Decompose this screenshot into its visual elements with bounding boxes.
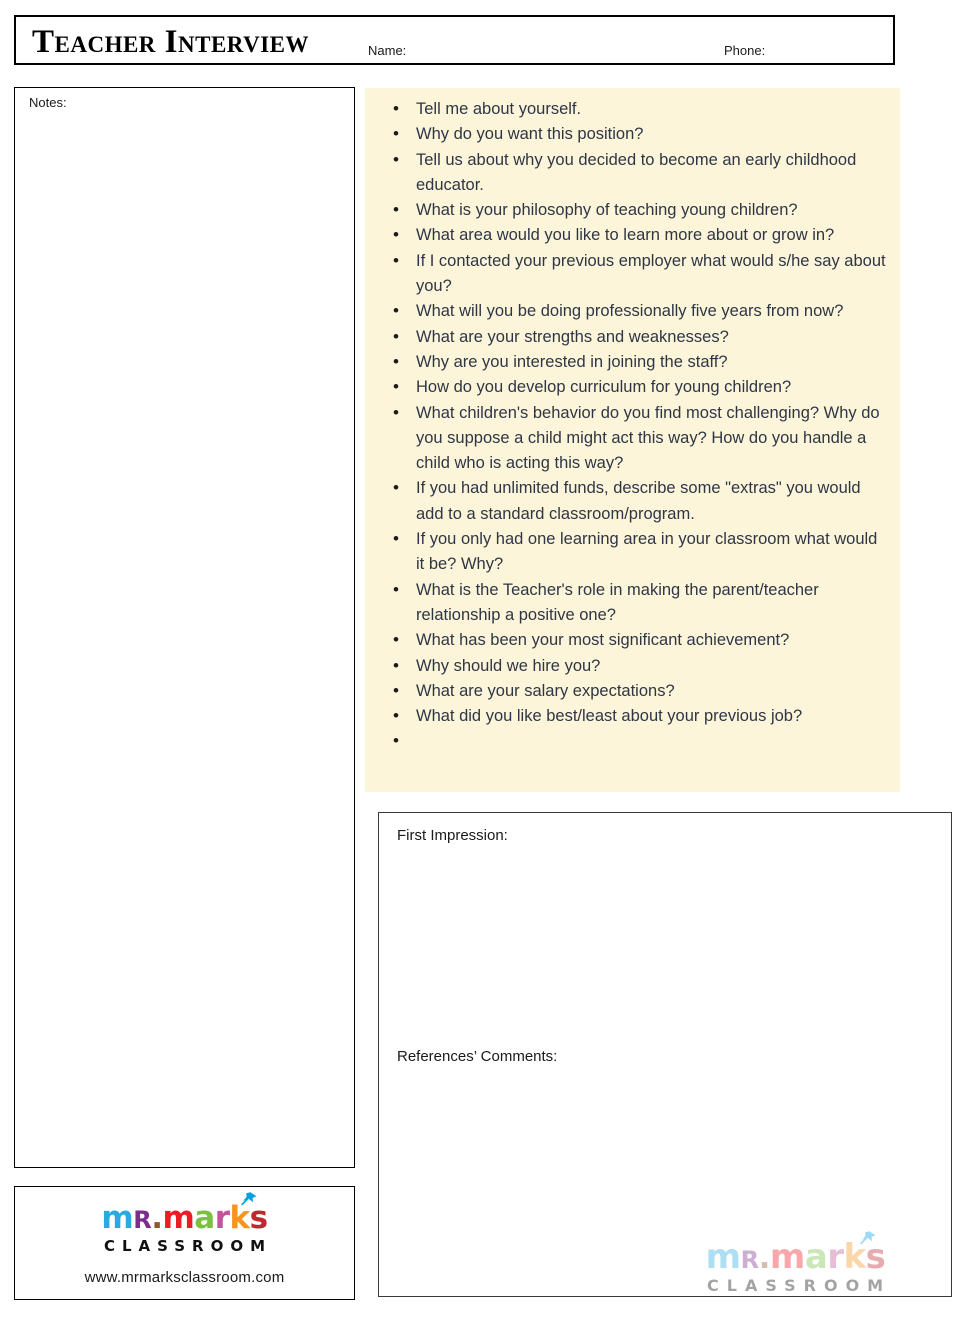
interview-question-item: • What area would you like to learn more about or grow in?	[389, 223, 886, 248]
logo-letter-k: k	[843, 1237, 866, 1277]
interview-question-item: • What is the Teacher's role in making the parent/teacher relationship a positive one?	[389, 578, 886, 629]
phone-field-label: Phone:	[724, 43, 766, 58]
interview-question-item: • Why do you want this position?	[389, 122, 886, 147]
logo-letter-r2: r	[214, 1199, 230, 1236]
impression-panel[interactable]	[378, 812, 952, 1297]
mr-marks-classroom-logo	[97, 1201, 272, 1255]
logo-subtitle-watermark: CLASSROOM	[707, 1276, 892, 1295]
logo-subtitle: CLASSROOM	[103, 1236, 273, 1255]
interview-question-item: • If you had unlimited funds, describe some "extras" you would add to a standard classroom/program.	[389, 476, 886, 527]
logo-wordmark	[97, 1201, 272, 1237]
logo-letter-m2: m	[162, 1199, 195, 1236]
logo-letter-s: s	[249, 1199, 268, 1236]
interview-question-item: • Tell me about yourself.	[389, 97, 886, 122]
interview-question-item: • What are your strengths and weaknesses?	[389, 325, 886, 350]
logo-letter-m2: m	[769, 1237, 805, 1277]
logo-letter-s: s	[865, 1237, 886, 1277]
logo-letter-dot: .	[758, 1240, 770, 1276]
interview-questions-list	[365, 88, 900, 729]
website-url[interactable]: www.mrmarksclassroom.com	[84, 1268, 285, 1286]
name-field-label: Name:	[368, 43, 407, 58]
interview-question-item: • How do you develop curriculum for young children?	[389, 375, 886, 400]
references-comments-label: References’ Comments:	[397, 1048, 558, 1065]
logo-letter-r1: R	[740, 1246, 759, 1274]
header-bar	[14, 15, 895, 65]
interview-question-item: • What has been your most significant achievement?	[389, 628, 886, 653]
interview-question-item: • Why should we hire you?	[389, 654, 886, 679]
logo-letter-a: a	[194, 1199, 215, 1236]
logo-letter-k: k	[229, 1199, 250, 1236]
interview-question-item: • What will you be doing professionally five years from now?	[389, 299, 886, 324]
interview-question-item: • What is your philosophy of teaching young children?	[389, 198, 886, 223]
interview-question-item: • Why are you interested in joining the staff?	[389, 350, 886, 375]
logo-letter-a: a	[804, 1237, 828, 1277]
logo-letter-r1: R	[133, 1205, 152, 1234]
page-title: Teacher Interview	[32, 24, 309, 60]
interview-question-item: • What children's behavior do you find most challenging? Why do you suppose a child might act this way? How do you handle a child who is acting this way?	[389, 401, 886, 477]
brand-logo-panel	[14, 1186, 355, 1300]
notes-panel[interactable]	[14, 87, 355, 1168]
logo-letter-m1: m	[101, 1199, 134, 1236]
logo-letter-dot: .	[151, 1199, 163, 1236]
interview-question-item: • What did you like best/least about your previous job?	[389, 704, 886, 729]
interview-question-item: • What are your salary expectations?	[389, 679, 886, 704]
interview-question-item: • Tell us about why you decided to become an early childhood educator.	[389, 148, 886, 199]
interview-questions-panel	[365, 88, 900, 792]
logo-letter-m1: m	[705, 1237, 741, 1277]
logo-letter-r2: r	[827, 1237, 844, 1277]
first-impression-label: First Impression:	[397, 827, 508, 844]
interview-question-item: • If you only had one learning area in your classroom what would it be? Why?	[389, 527, 886, 578]
notes-label: Notes:	[29, 95, 67, 110]
interview-question-item: • If I contacted your previous employer what would s/he say about you?	[389, 249, 886, 300]
